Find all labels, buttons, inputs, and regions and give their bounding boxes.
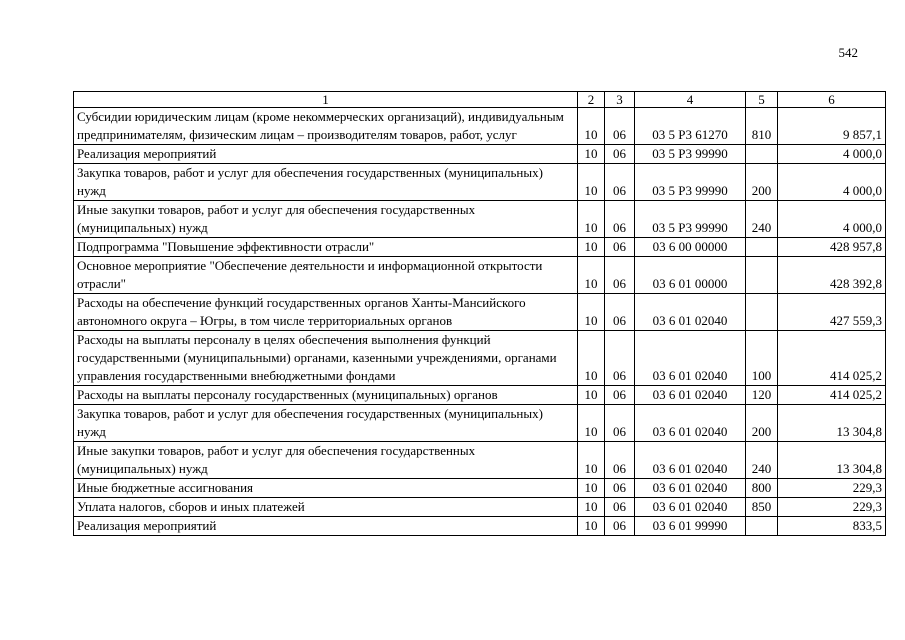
amount: 427 559,3 (778, 294, 886, 331)
section-code: 10 (578, 294, 605, 331)
subsection-code: 06 (605, 442, 635, 479)
expense-type-code (746, 145, 778, 164)
subsection-code: 06 (605, 405, 635, 442)
section-code: 10 (578, 164, 605, 201)
table-row (74, 164, 886, 201)
section-code: 10 (578, 257, 605, 294)
item-name: Расходы на обеспечение функций государственных органов Ханты-Мансийского автономного округа – Югры, в том числе территориальных органов (74, 294, 578, 331)
subsection-code: 06 (605, 331, 635, 386)
table-row (74, 517, 886, 536)
table-row (74, 442, 886, 479)
section-code: 10 (578, 145, 605, 164)
item-name: Подпрограмма "Повышение эффективности отрасли" (74, 238, 578, 257)
amount: 13 304,8 (778, 405, 886, 442)
table-row (74, 257, 886, 294)
header-col-3: 3 (605, 92, 635, 108)
amount: 229,3 (778, 479, 886, 498)
table-row (74, 145, 886, 164)
expense-type-code (746, 257, 778, 294)
expense-type-code: 200 (746, 405, 778, 442)
table-row (74, 386, 886, 405)
section-code: 10 (578, 442, 605, 479)
table-row (74, 294, 886, 331)
header-col-5: 5 (746, 92, 778, 108)
target-article-code: 03 6 01 02040 (635, 405, 746, 442)
item-name: Закупка товаров, работ и услуг для обеспечения государственных (муниципальных) нужд (74, 164, 578, 201)
target-article-code: 03 5 P3 61270 (635, 108, 746, 145)
expense-type-code (746, 517, 778, 536)
expense-type-code (746, 238, 778, 257)
subsection-code: 06 (605, 386, 635, 405)
table-row (74, 238, 886, 257)
table-header-row (74, 92, 886, 108)
target-article-code: 03 5 P3 99990 (635, 164, 746, 201)
expense-type-code: 850 (746, 498, 778, 517)
target-article-code: 03 6 01 99990 (635, 517, 746, 536)
target-article-code: 03 6 01 02040 (635, 442, 746, 479)
target-article-code: 03 5 P3 99990 (635, 201, 746, 238)
item-name: Расходы на выплаты персоналу государственных (муниципальных) органов (74, 386, 578, 405)
section-code: 10 (578, 498, 605, 517)
subsection-code: 06 (605, 238, 635, 257)
expense-type-code: 100 (746, 331, 778, 386)
table-row (74, 498, 886, 517)
expense-type-code: 810 (746, 108, 778, 145)
item-name: Реализация мероприятий (74, 145, 578, 164)
amount: 9 857,1 (778, 108, 886, 145)
expense-type-code: 240 (746, 201, 778, 238)
header-col-4: 4 (635, 92, 746, 108)
section-code: 10 (578, 238, 605, 257)
amount: 13 304,8 (778, 442, 886, 479)
subsection-code: 06 (605, 294, 635, 331)
table-row (74, 405, 886, 442)
item-name: Реализация мероприятий (74, 517, 578, 536)
item-name: Иные закупки товаров, работ и услуг для обеспечения государственных (муниципальных) нужд (74, 442, 578, 479)
amount: 428 392,8 (778, 257, 886, 294)
target-article-code: 03 6 01 02040 (635, 479, 746, 498)
header-col-2: 2 (578, 92, 605, 108)
amount: 229,3 (778, 498, 886, 517)
amount: 833,5 (778, 517, 886, 536)
section-code: 10 (578, 331, 605, 386)
table-row (74, 331, 886, 386)
amount: 428 957,8 (778, 238, 886, 257)
subsection-code: 06 (605, 145, 635, 164)
amount: 4 000,0 (778, 145, 886, 164)
subsection-code: 06 (605, 201, 635, 238)
amount: 4 000,0 (778, 164, 886, 201)
subsection-code: 06 (605, 164, 635, 201)
item-name: Закупка товаров, работ и услуг для обеспечения государственных (муниципальных) нужд (74, 405, 578, 442)
expense-type-code: 800 (746, 479, 778, 498)
target-article-code: 03 6 01 02040 (635, 331, 746, 386)
subsection-code: 06 (605, 108, 635, 145)
section-code: 10 (578, 386, 605, 405)
page-number: 542 (838, 45, 858, 60)
subsection-code: 06 (605, 479, 635, 498)
target-article-code: 03 6 00 00000 (635, 238, 746, 257)
table-row (74, 108, 886, 145)
amount: 4 000,0 (778, 201, 886, 238)
budget-table (73, 91, 886, 536)
subsection-code: 06 (605, 257, 635, 294)
expense-type-code: 120 (746, 386, 778, 405)
subsection-code: 06 (605, 498, 635, 517)
section-code: 10 (578, 517, 605, 536)
amount: 414 025,2 (778, 386, 886, 405)
item-name: Субсидии юридическим лицам (кроме некоммерческих организаций), индивидуальным предпринимателям, физическим лицам – производителям товаров, работ, услуг (74, 108, 578, 145)
target-article-code: 03 6 01 02040 (635, 386, 746, 405)
table-row (74, 479, 886, 498)
item-name: Уплата налогов, сборов и иных платежей (74, 498, 578, 517)
section-code: 10 (578, 479, 605, 498)
target-article-code: 03 6 01 00000 (635, 257, 746, 294)
item-name: Расходы на выплаты персоналу в целях обеспечения выполнения функций государственными (муниципальными) органами, казенными учреждениями, органами управления государственными внебюджетными фондами (74, 331, 578, 386)
header-col-1: 1 (74, 92, 578, 108)
subsection-code: 06 (605, 517, 635, 536)
table-body (74, 108, 886, 536)
item-name: Иные бюджетные ассигнования (74, 479, 578, 498)
amount: 414 025,2 (778, 331, 886, 386)
section-code: 10 (578, 108, 605, 145)
target-article-code: 03 6 01 02040 (635, 294, 746, 331)
target-article-code: 03 6 01 02040 (635, 498, 746, 517)
section-code: 10 (578, 201, 605, 238)
target-article-code: 03 5 P3 99990 (635, 145, 746, 164)
section-code: 10 (578, 405, 605, 442)
expense-type-code: 240 (746, 442, 778, 479)
header-col-6: 6 (778, 92, 886, 108)
expense-type-code: 200 (746, 164, 778, 201)
expense-type-code (746, 294, 778, 331)
item-name: Иные закупки товаров, работ и услуг для обеспечения государственных (муниципальных) нужд (74, 201, 578, 238)
item-name: Основное мероприятие "Обеспечение деятельности и информационной открытости отрасли" (74, 257, 578, 294)
table-row (74, 201, 886, 238)
